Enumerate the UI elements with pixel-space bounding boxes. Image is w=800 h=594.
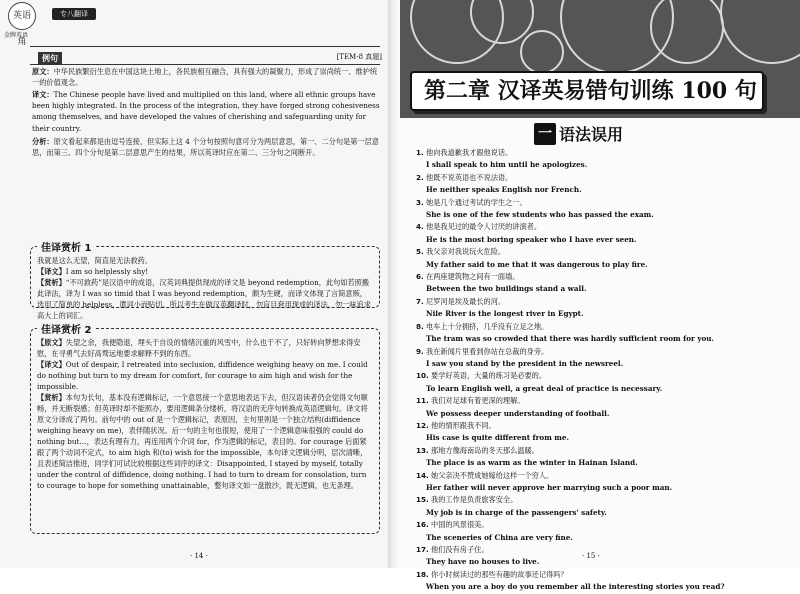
analysis-para: 分析：原文看起来都是由逗号连接，但实际上这 4 个分句按照句意可分为两层意思，第一、二分句是第一层意思，而第三、四个分句是第二层意思产生的结果，所以英译时应在第二、三分句之间断开。: [32, 137, 379, 158]
item-english: The tram was so crowded that there was hardly sufficient room for you.: [426, 334, 715, 344]
box2-translation: 【译文】Out of despair, I retreated into seclusion, diffidence weighing heavy on me. I could do nothing but turn to my dream for comfort, for courage to aim high and wish for the impossible.: [37, 360, 368, 391]
section-number: 一: [534, 123, 556, 145]
item-chinese: 15. 我的工作是负责旅客安全。: [416, 495, 518, 505]
box1-original: 我就是这么无望，简直是无法救药。: [37, 256, 153, 265]
left-page-number: · 14 ·: [190, 552, 208, 560]
section-tab: 专八翻译: [52, 8, 96, 20]
left-page: [0, 0, 392, 568]
item-english: The sceneries of China are very fine.: [426, 532, 573, 542]
item-english: I saw you stand by the president in the newsreel.: [426, 358, 624, 368]
item-chinese: 12. 他的情形跟我不同。: [416, 420, 496, 430]
item-chinese: 16. 中国的风景很美。: [416, 520, 489, 530]
chapter-title: 第二章 汉译英易错句训练 100 句: [424, 78, 757, 104]
item-english: My father said to me that it was dangerous to play fire.: [426, 259, 648, 269]
source-label: [TEM-8 真题]: [336, 53, 382, 61]
item-chinese: 13. 那地方像海南岛的冬天那么温暖。: [416, 445, 539, 455]
box2-note: 【赏析】本句为长句，基本没有逻辑标记，一个意思接一个意思地表达下去，但汉语读者仍会觉得文句顺畅，并无断裂感；但英译时却不能照办，要用逻辑条分缕析，将汉语的无序句转换成英语逻辑句。译文将原文分译成了两句。前句中的 out of 是一个逻辑标记，表原因，主句里则是一个独立结构(diffidence weighing heavy on me)，表伴随状况。后一句的主句也很短，使用了一个逻辑意味很强的 could do nothing but…，表达有理有力，再连用两个介词 for，作为逻辑的标记，表目的。for courage 后面紧跟了两个动词不定式，to aim high 和(to) wish for the impossible，本句译文逻辑分明，层次清晰，且表述简洁推进，同学们可试比较根据这些词序的译文：Disappointed, I stayed by myself, totally under the control of diffidence, doing nothing. I had to turn to dream for consolation, turn to courage to hope for something unattainable，整句译文如一盘散沙，既无逻辑，也无条理。: [37, 393, 368, 490]
item-english: When you are a boy do you remember all the interesting stories you read?: [426, 582, 725, 592]
section-title: 语法误用: [559, 125, 624, 144]
item-chinese: 4. 他是我见过的最令人讨厌的讲演者。: [416, 222, 542, 232]
item-chinese: 9. 我在新闻片里看到你站在总裁的身旁。: [416, 346, 549, 356]
box1-translation: 【译文】I am so helplessly shy!: [37, 267, 149, 276]
item-english: His case is quite different from me.: [426, 433, 569, 443]
item-chinese: 11. 我们对足球有着更深的理解。: [416, 396, 525, 406]
appreciation-box-2: [30, 325, 380, 534]
item-chinese: 10. 要学好英语，大量的练习是必要的。: [416, 371, 547, 381]
original-para: 原文：中华民族繁衍生息在中国这块土地上，各民族相互融合，具有强大的凝聚力，形成了崇尚统一、维护统一的价值观念。: [32, 67, 378, 88]
header-rule: [30, 46, 380, 47]
translation-para: 译文：The Chinese people have lived and multiplied on this land, where all ethnic groups have been highly integrated. In the process of the integration, they have forged strong cohesiveness among themselves, and have developed the values of cherishing and safeguarding unity for their country.: [32, 90, 380, 133]
box2-title: 佳译赏析 2: [37, 321, 95, 336]
item-chinese: 17. 他们没有房子住。: [416, 545, 489, 554]
box2-original: 【原文】失望之余，我便隐退，埋头于自设的情绪沉重的风雪中，什么也干不了，只好转向梦想求得安慰，在寻勇气去好高骛远地要求解释不到的东西。: [37, 338, 361, 358]
item-chinese: 14. 她父亲决不赞成她嫁给这样一个穷人。: [416, 470, 554, 480]
appreciation-box-1: [30, 243, 380, 320]
item-english: Between the two buildings stand a wall.: [426, 284, 587, 294]
example-tag: 例句: [38, 52, 62, 65]
item-chinese: 6. 在两座建筑物之间有一面墙。: [416, 272, 520, 282]
item-english: The place is as warm as the winter in Hainan Island.: [426, 458, 638, 468]
item-english: I shall speak to him until he apologizes.: [426, 160, 588, 170]
box1-title: 佳译赏析 1: [37, 239, 95, 254]
item-english: Nile River is the longest river in Egypt.: [426, 309, 584, 319]
item-chinese: 3. 她是几个通过考试的学生之一。: [416, 197, 527, 207]
item-chinese: 7. 尼罗河是埃及最长的河。: [416, 296, 506, 306]
item-chinese: 5. 我父亲对我说玩火危险。: [416, 247, 506, 257]
logo-caption: 金牌英语: [4, 32, 29, 39]
item-english: He neither speaks English nor French.: [426, 185, 582, 195]
item-chinese: 18. 你小时候读过的那些有趣的故事还记得吗？: [416, 569, 568, 579]
section-heading: [534, 122, 623, 145]
right-page-number: · 15 ·: [582, 552, 600, 560]
item-chinese: 2. 他既不说英语也不说法语。: [416, 172, 513, 182]
logo-icon: 英语角: [8, 2, 36, 30]
item-english: We possess deeper understanding of football.: [426, 408, 610, 418]
item-english: She is one of the few students who has passed the exam.: [426, 210, 654, 220]
box1-note: 【赏析】“不可救药”是汉语中的成语，汉英词典提供现成的译文是 beyond redemption，此句如若照搬此译法，译为 I was so timid that I was beyond redemption，颇为生硬，而译文体现了言简意赅，选用了简单的 helpless，遣词小而贴切。所以考生在做汉英翻译时，勿盲目套用现成的译法，勿一味追求高大上的词汇。: [37, 278, 371, 320]
item-chinese: 1. 他向我道歉我才跟他说话。: [416, 148, 513, 157]
item-english: Her father will never approve her marrying such a poor man.: [426, 482, 673, 492]
example-rule: [30, 64, 380, 65]
sentence-list: [416, 147, 786, 594]
item-chinese: 8. 电车上十分拥挤，几乎没有立足之地。: [416, 321, 549, 331]
item-english: My job is in charge of the passengers' safety.: [426, 507, 607, 517]
item-english: To learn English well, a great deal of practice is necessary.: [426, 383, 663, 393]
item-english: He is the most boring speaker who I have ever seen.: [426, 234, 637, 244]
item-english: They have no houses to live.: [426, 557, 540, 567]
